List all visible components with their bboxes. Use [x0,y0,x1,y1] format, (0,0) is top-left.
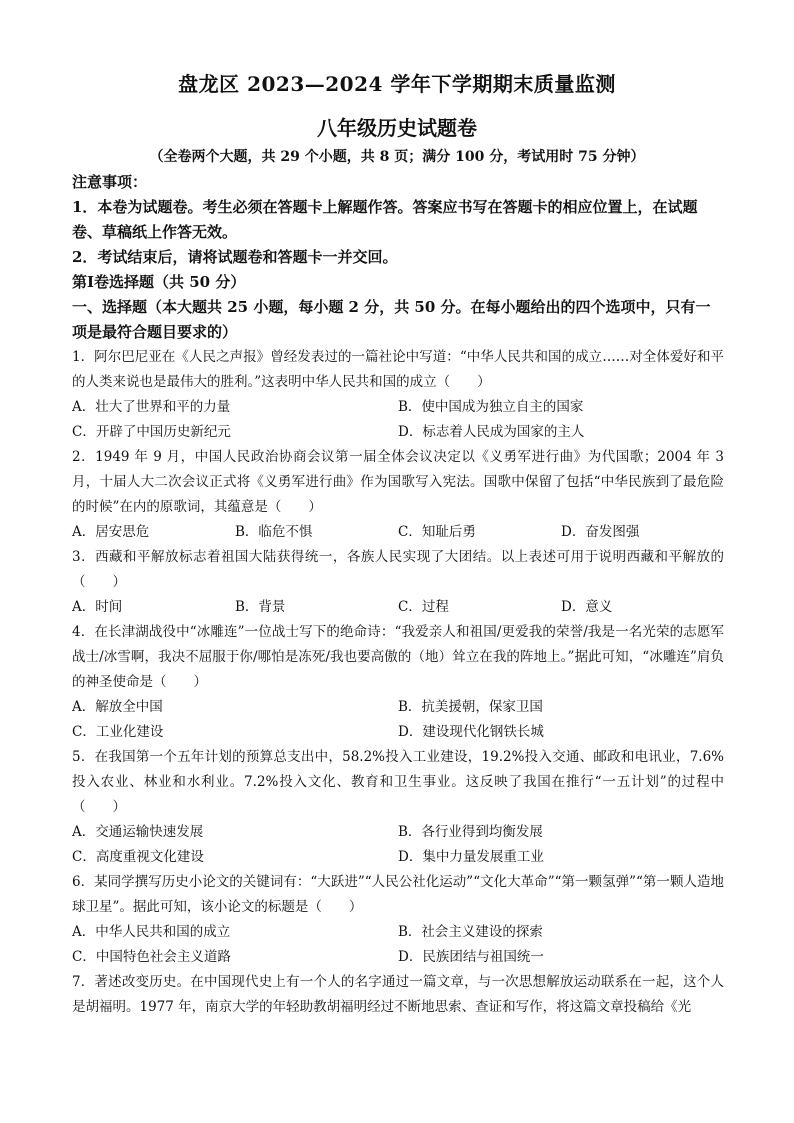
option-a: A．解放全中国 [72,699,163,715]
question-3: 3．西藏和平解放标志着祖国大陆获得统一，各族人民实现了大团结。以上表述可用于说明西藏和平解放的（ ） [72,549,724,590]
question-1-options [72,395,724,445]
question-2-options [72,520,724,545]
option-d: D．建设现代化钢铁长城 [398,724,544,740]
option-d: D．集中力量发展重工业 [398,849,544,865]
question-6-options [72,920,724,970]
question-2: 2．1949 年 9 月，中国人民政治协商会议第一届全体会议决定以《义勇军进行曲》为代国歌；2004 年 3 月，十届人大二次会议正式将《义勇军进行曲》作为国歌写入宪法。国歌中保留了包括“中华民族到了最危险的时候”在内的原歌词，其蕴意是（ ） [72,449,724,515]
notice-item-2: 2．考试结束后，请将试题卷和答题卡一并交回。 [72,248,398,266]
notice-heading: 注意事项： [72,173,148,191]
question-7: 7．著述改变历史。在中国现代史上有一个人的名字通过一篇文章，与一次思想解放运动联系在一起，这个人是胡福明。1977 年，南京大学的年轻助教胡福明经过不断地思索、查证和写作，将这篇文章投稿给《光 [72,974,724,1015]
question-6: 6．某同学撰写历史小论文的关键词有：“大跃进”“人民公社化运动”“文化大革命”“第一颗氢弹”“第一颗人造地球卫星”。据此可知，该小论文的标题是（ ） [72,874,724,915]
section-heading: 一、选择题（本大题共 25 小题，每小题 2 分，共 50 分。在每小题给出的四个选项中，只有一项是最符合题目要求的） [72,298,711,341]
option-b: B．各行业得到均衡发展 [398,824,543,840]
question-1: 1．阿尔巴尼亚在《人民之声报》曾经发表过的一篇社论中写道：“中华人民共和国的成立……对全体爱好和平的人类来说也是最伟大的胜利。”这表明中华人民共和国的成立（ ） [72,349,724,390]
exam-body [72,170,724,1020]
option-c: C．中国特色社会主义道路 [72,949,231,965]
option-a: A．壮大了世界和平的力量 [72,399,231,415]
option-a: A．时间 [72,599,123,615]
option-b: B．使中国成为独立自主的国家 [398,399,584,415]
option-a: A．中华人民共和国的成立 [72,924,231,940]
option-b: B．临危不惧 [235,524,313,540]
exam-info: （全卷两个大题，共 29 个小题，共 8 页；满分 100 分，考试用时 75 分钟） [149,149,645,165]
option-d: D．标志着人民成为国家的主人 [398,424,585,440]
option-a: A．交通运输快速发展 [72,824,204,840]
option-d: D．民族团结与祖国统一 [398,949,544,965]
option-b: B．背景 [235,599,286,615]
option-c: C．高度重视文化建设 [72,849,204,865]
option-d: D．意义 [561,599,613,615]
part-title: 第Ⅰ卷选择题（共 50 分） [72,273,246,291]
question-3-options [72,595,724,620]
question-5-options [72,820,724,870]
option-c: C．过程 [398,599,449,615]
question-5: 5．在我国第一个五年计划的预算总支出中，58.2%投入工业建设，19.2%投入交通、邮政和电讯业，7.6%投入农业、林业和水利业。7.2%投入文化、教育和卫生事业。这反映了我国在推行“一五计划”的过程中（ ） [72,749,724,815]
exam-subtitle: 八年级历史试题卷 [317,116,477,140]
option-c: C．工业化建设 [72,724,164,740]
option-a: A．居安思危 [72,524,150,540]
option-d: D．奋发图强 [561,524,640,540]
option-b: B．社会主义建设的探索 [398,924,543,940]
exam-title: 盘龙区 2023—2024 学年下学期期末质量监测 [178,72,616,96]
notice-item-1: 1．本卷为试题卷。考生必须在答题卡上解题作答。答案应书写在答题卡的相应位置上，在试题卷、草稿纸上作答无效。 [72,198,698,241]
question-4: 4．在长津湖战役中“冰雕连”一位战士写下的绝命诗：“我爱亲人和祖国/更爱我的荣誉/我是一名光荣的志愿军战士/冰雪啊，我决不屈服于你/哪怕是冻死/我也要高傲的（地）耸立在我的阵地上。”据此可知，“冰雕连”肩负的神圣使命是（ ） [72,624,724,690]
option-b: B．抗美援朝，保家卫国 [398,699,543,715]
question-4-options [72,695,724,745]
option-c: C．知耻后勇 [398,524,476,540]
option-c: C．开辟了中国历史新纪元 [72,424,231,440]
